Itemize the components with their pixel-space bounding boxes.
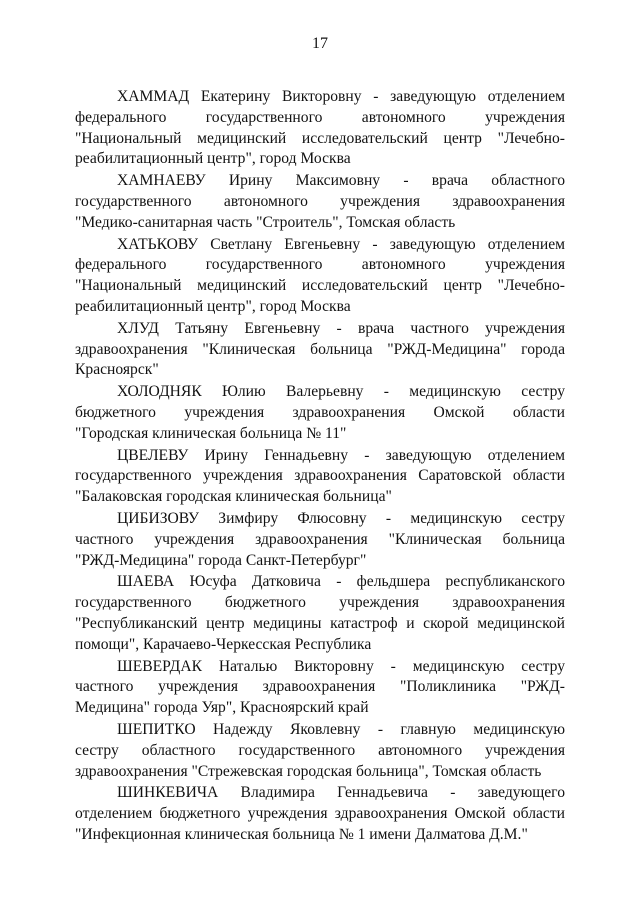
entry-text-line: реабилитационный центр", город Москва	[75, 297, 351, 315]
entry-heading-line: ЦИБИЗОВУ Зимфиру Флюсовну - медицинскую сестру	[117, 509, 565, 527]
entry-text-line: государственного автономного учреждения здравоохранения	[75, 192, 565, 210]
entry-text-line: Красноярск"	[75, 361, 159, 379]
entry-text-line: здравоохранения "Стрежевская городская больница", Томская область	[75, 762, 542, 780]
award-list	[75, 87, 565, 847]
list-item	[75, 319, 565, 381]
entry-heading-line: ШАЕВА Юсуфа Датковича - фельдшера республиканского	[117, 573, 565, 591]
entry-text-line: помощи", Карачаево-Черкесская Республика	[75, 635, 372, 653]
entry-heading-line: ШИНКЕВИЧА Владимира Геннадьевича - заведующего	[117, 784, 565, 802]
entry-heading-line: ШЕПИТКО Надежду Яковлевну - главную медицинскую	[117, 720, 565, 738]
list-item	[75, 171, 565, 233]
entry-text-line: бюджетного учреждения здравоохранения Омской области	[75, 403, 565, 421]
entry-text-line: "Национальный медицинский исследовательский центр "Лечебно-	[75, 277, 565, 295]
entry-text-line: федерального государственного автономного учреждения	[75, 256, 565, 274]
entry-text-line: федерального государственного автономного учреждения	[75, 108, 565, 126]
entry-heading-line: ХАМНАЕВУ Ирину Максимовну - врача областного	[117, 172, 565, 190]
entry-text-line: государственного бюджетного учреждения здравоохранения	[75, 594, 565, 612]
entry-text-line: "Балаковская городская клиническая больница"	[75, 488, 392, 506]
entry-text-line: отделением бюджетного учреждения здравоохранения Омской области	[75, 805, 565, 823]
entry-text-line: частного учреждения здравоохранения "Поликлиника "РЖД-	[75, 678, 565, 696]
entry-text-line: "Республиканский центр медицины катастроф и скорой медицинской	[75, 614, 565, 632]
entry-text-line: "РЖД-Медицина" города Санкт-Петербург"	[75, 551, 367, 569]
list-item	[75, 657, 565, 719]
list-item	[75, 783, 565, 845]
entry-text-line: реабилитационный центр", город Москва	[75, 150, 351, 168]
list-item	[75, 382, 565, 444]
entry-text-line: здравоохранения "Клиническая больница "РЖД-Медицина" города	[75, 340, 565, 358]
list-item	[75, 509, 565, 571]
entry-text-line: частного учреждения здравоохранения "Клиническая больница	[75, 530, 565, 548]
entry-text-line: государственного учреждения здравоохранения Саратовской области	[75, 467, 565, 485]
list-item	[75, 235, 565, 318]
entry-heading-line: ЦВЕЛЕВУ Ирину Геннадьевну - заведующую отделением	[117, 446, 565, 464]
entry-text-line: "Национальный медицинский исследовательский центр "Лечебно-	[75, 129, 565, 147]
entry-heading-line: ХАММАД Екатерину Викторовну - заведующую отделением	[117, 88, 565, 105]
entry-text-line: Медицина" города Уяр", Красноярский край	[75, 699, 369, 717]
entry-heading-line: ХЛУД Татьяну Евгеньевну - врача частного учреждения	[117, 319, 565, 337]
list-item	[75, 720, 565, 782]
list-item	[75, 87, 565, 170]
list-item	[75, 572, 565, 655]
entry-text-line: "Инфекционная клиническая больница № 1 имени Далматова Д.М."	[75, 825, 528, 843]
entry-text-line: сестру областного государственного автономного учреждения	[75, 741, 565, 759]
list-item	[75, 446, 565, 508]
entry-heading-line: ХАТЬКОВУ Светлану Евгеньевну - заведующую отделением	[117, 235, 565, 253]
page-number: 17	[312, 35, 328, 52]
entry-text-line: "Медико-санитарная часть "Строитель", Томская область	[75, 213, 456, 231]
entry-text-line: "Городская клиническая больница № 11"	[75, 424, 347, 442]
entry-heading-line: ХОЛОДНЯК Юлию Валерьевну - медицинскую сестру	[117, 383, 565, 401]
entry-heading-line: ШЕВЕРДАК Наталью Викторовну - медицинскую сестру	[117, 657, 565, 675]
